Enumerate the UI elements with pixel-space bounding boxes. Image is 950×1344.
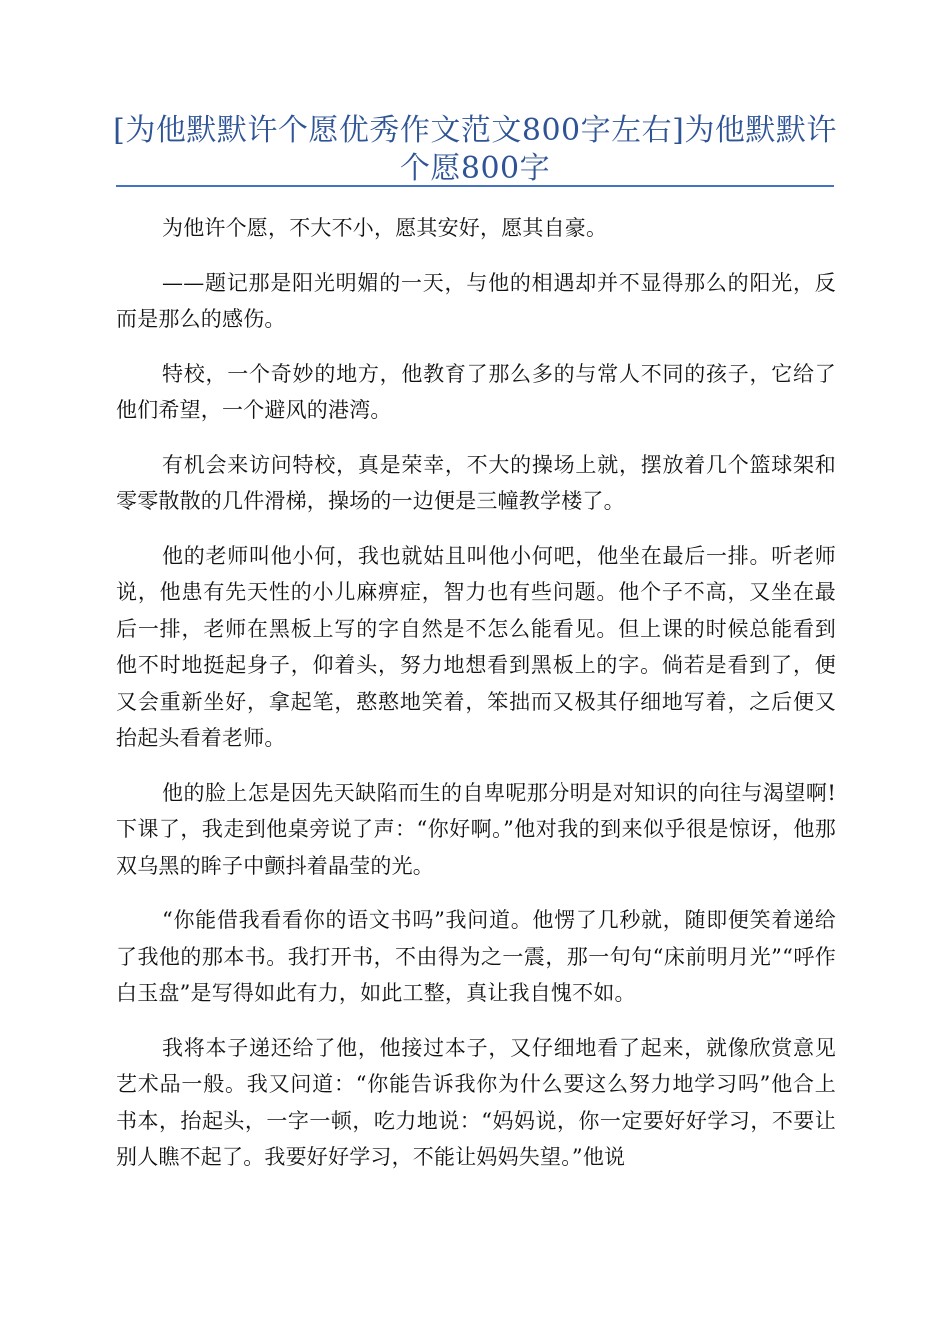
document-title: [为他默默许个愿优秀作文范文800字左右]为他默默许个愿800字 — [113, 113, 837, 186]
paragraph-8: 我将本子递还给了他，他接过本子，又仔细地看了起来，就像欣赏意见艺术品一般。我又问道：“你能告诉我你为什么要这么努力地学习吗”他合上书本，抬起头，一字一顿，吃力地说：“妈妈说，你一定要好好学习，不要让别人瞧不起了。我要好好学习，不能让妈妈失望。”他说 — [116, 1035, 836, 1169]
paragraph-6: 他的脸上怎是因先天缺陷而生的自卑呢那分明是对知识的向往与渴望啊!下课了，我走到他桌旁说了声：“你好啊。”他对我的到来似乎很是惊讶，他那双乌黑的眸子中颤抖着晶莹的光。 — [116, 780, 836, 878]
paragraph-1: 为他许个愿，不大不小，愿其安好，愿其自豪。 — [162, 216, 608, 240]
paragraph-2: ——题记那是阳光明媚的一天，与他的相遇却并不显得那么的阳光，反而是那么的感伤。 — [116, 270, 836, 331]
paragraph-3: 特校，一个奇妙的地方，他教育了那么多的与常人不同的孩子，它给了他们希望，一个避风的港湾。 — [116, 361, 836, 422]
title-underline — [116, 185, 834, 187]
paragraph-5: 他的老师叫他小何，我也就姑且叫他小何吧，他坐在最后一排。听老师说，他患有先天性的小儿麻痹症，智力也有些问题。他个子不高，又坐在最后一排，老师在黑板上写的字自然是不怎么能看见。但上课的时候总能看到他不时地挺起身子，仰着头，努力地想看到黑板上的字。倘若是看到了，便又会重新坐好，拿起笔，憨憨地笑着，笨拙而又极其仔细地写着，之后便又抬起头看着老师。 — [116, 543, 836, 750]
paragraph-7: “你能借我看看你的语文书吗”我问道。他愣了几秒就，随即便笑着递给了我他的那本书。我打开书，不由得为之一震，那一句句“床前明月光”“呼作白玉盘”是写得如此有力，如此工整，真让我自愧不如。 — [116, 908, 836, 1005]
document-body — [116, 210, 836, 1194]
paragraph-4: 有机会来访问特校，真是荣幸，不大的操场上就，摆放着几个篮球架和零零散散的几件滑梯，操场的一边便是三幢教学楼了。 — [116, 452, 836, 513]
